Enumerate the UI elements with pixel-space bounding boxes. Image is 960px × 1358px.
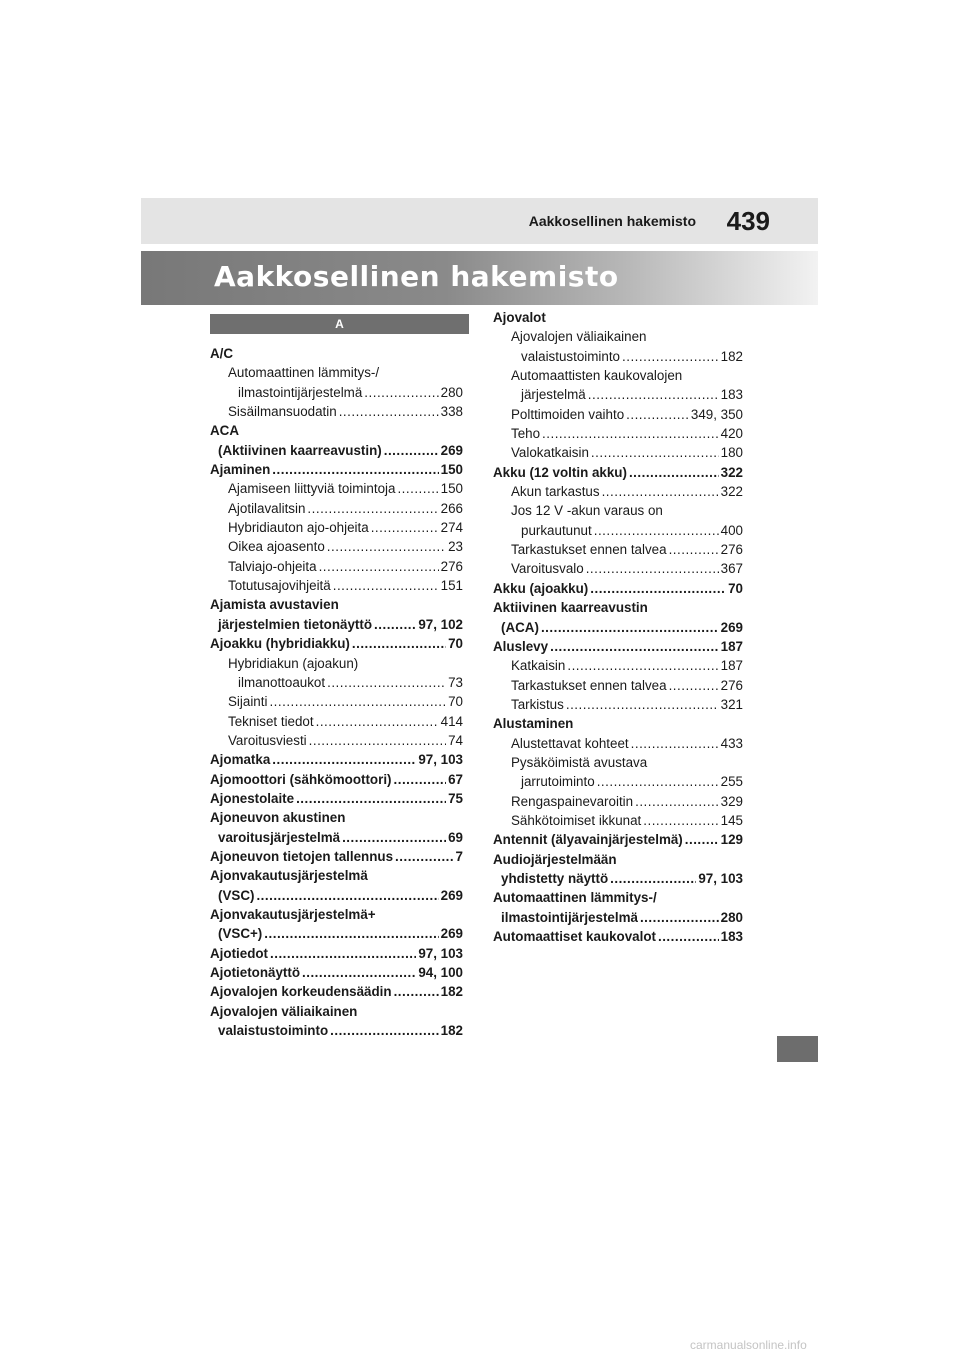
index-entry [493,463,743,482]
index-entry-label: valaistustoiminto [521,348,620,364]
index-entry-page: 269 [720,619,743,635]
leader-dots [542,424,719,443]
leader-dots [597,772,719,791]
index-entry [210,712,463,731]
index-entry-label: yhdistetty näyttö [501,870,609,886]
index-entry-page: 145 [720,812,743,828]
index-entry [210,982,463,1001]
index-entry [493,366,743,385]
index-entry-page: 414 [440,713,463,729]
index-entry [210,1021,463,1040]
index-entry-label: Talviajo-ohjeita [228,558,317,574]
leader-dots [342,828,446,847]
index-entry [210,886,463,905]
leader-dots [302,963,416,982]
index-entry-page: 97, 103 [418,945,463,961]
index-entry-label: (VSC) [218,887,255,903]
index-entry [493,559,743,578]
index-entry [493,908,743,927]
index-entry [210,402,463,421]
leader-dots [364,383,438,402]
index-entry-label: purkautunut [521,522,592,538]
index-entry-page: 276 [720,542,743,558]
index-entry [210,692,463,711]
leader-dots [333,576,439,595]
index-entry [493,792,743,811]
index-entry [493,308,743,327]
index-entry-label: Valokatkaisin [511,445,589,461]
index-entry-label: Hybridiauton ajo-ohjeita [228,520,369,536]
index-entry-page: 70 [448,694,463,710]
index-entry [493,579,743,598]
leader-dots [590,579,726,598]
index-entry [493,888,743,907]
leader-dots [269,692,446,711]
index-entry [493,734,743,753]
index-entry-page: 276 [440,558,463,574]
index-entry-label: Katkaisin [511,658,566,674]
leader-dots [307,499,438,518]
index-entry-page: 151 [440,578,463,594]
index-entry-label: Antennit (älyavainjärjestelmä) [493,832,683,848]
index-entry-label: ilmastointijärjestelmä [238,384,363,400]
index-entry-label: Akun tarkastus [511,484,600,500]
index-column-left [210,344,463,1040]
leader-dots [394,770,447,789]
index-entry-page: 349, 350 [690,406,743,422]
index-entry [493,830,743,849]
index-entry [210,750,463,769]
index-entry-label: Sijainti [228,694,268,710]
index-entry [493,772,743,791]
leader-dots [272,750,416,769]
index-entry [210,576,463,595]
index-entry-page: 182 [440,984,463,1000]
leader-dots [264,924,438,943]
index-entry-label: Ajamiseen liittyviä toimintoja [228,481,396,497]
index-entry-label: Ajovalojen väliaikainen [210,1003,358,1019]
index-entry-label: A/C [210,346,234,361]
index-entry-label: Tarkastukset ennen talvea [511,677,667,693]
index-entry [210,789,463,808]
leader-dots [626,405,689,424]
index-entry [493,927,743,946]
index-entry-label: Aluslevy [493,638,549,654]
index-entry-page: 269 [440,442,463,458]
index-entry-page: 183 [720,929,743,944]
index-entry [493,618,743,637]
index-entry [493,443,743,462]
leader-dots [541,618,719,637]
index-entry [210,731,463,750]
index-entry-page: 400 [720,522,743,538]
index-entry-page: 433 [720,735,743,751]
index-entry [493,850,743,869]
leader-dots [586,559,719,578]
index-entry-page: 322 [720,484,743,500]
index-entry [210,1002,463,1021]
leader-dots [622,347,719,366]
index-entry-label: Ajonvakautusjärjestelmä+ [210,906,376,922]
index-entry-label: Totutusajovihjeitä [228,578,331,594]
index-entry-label: Ajovalojen väliaikainen [511,329,647,345]
index-entry [210,615,463,634]
index-entry-page: 94, 100 [418,965,463,980]
leader-dots [550,637,719,656]
index-entry [493,501,743,520]
index-entry-label: Automaattiset kaukovalot [493,929,656,944]
index-entry [493,656,743,675]
index-entry-label: Tekniset tiedot [228,713,314,729]
index-entry-label: Tarkastukset ennen talvea [511,542,667,558]
index-entry-page: 150 [440,481,463,497]
index-entry [493,753,743,772]
leader-dots [296,789,446,808]
index-entry-page: 269 [440,926,463,942]
index-column-right [493,308,743,946]
index-entry [493,695,743,714]
index-entry-page: 129 [720,832,743,848]
page-number: 439 [726,206,770,236]
index-entry-label: ilmastointijärjestelmä [501,909,638,925]
index-entry-label: Ajoneuvon akustinen [210,810,346,826]
index-entry-label: Ajoneuvon tietojen tallennus [210,848,394,864]
index-entry-label: Ajotietonäyttö [210,965,301,980]
index-entry-page: 329 [720,793,743,809]
index-entry-label: Hybridiakun (ajoakun) [228,655,359,671]
index-entry-label: Varoitusviesti [228,732,307,748]
page-header [141,198,818,244]
index-entry [210,866,463,885]
index-entry [493,424,743,443]
index-entry-page: 280 [440,384,463,400]
index-entry-label: Aktiivinen kaarreavustin [493,600,648,616]
index-entry-label: (Aktiivinen kaarreavustin) [218,442,382,458]
index-entry-label: Automaattisten kaukovalojen [511,368,683,384]
index-entry [493,482,743,501]
leader-dots [374,615,416,634]
index-entry-page: 7 [455,848,463,864]
index-entry-label: Automaattinen lämmitys-/ [228,365,380,381]
index-entry-label: valaistustoiminto [218,1023,329,1039]
index-entry-label: varoitusjärjestelmä [218,829,341,845]
index-entry-page: 182 [720,348,743,364]
index-entry [210,499,463,518]
index-entry-label: Ajotilavalitsin [228,500,306,516]
index-entry-page: 69 [448,829,463,845]
index-entry-page: 75 [448,790,463,806]
index-entry-label: Rengaspainevaroitin [511,793,634,809]
index-entry [210,537,463,556]
leader-dots [327,537,446,556]
leader-dots [685,830,719,849]
index-entry-label: Akku (ajoakku) [493,580,589,596]
index-entry-page: 280 [720,909,743,925]
index-entry-page: 420 [720,426,743,442]
index-entry-label: ACA [210,423,240,439]
index-entry-page: 322 [720,464,743,480]
index-entry [493,811,743,830]
index-entry [210,924,463,943]
index-entry-label: Ajaminen [210,462,271,478]
index-entry-label: Polttimoiden vaihto [511,406,625,422]
leader-dots [566,695,719,714]
index-entry-page: 338 [440,404,463,420]
index-entry [210,808,463,827]
index-entry-page: 67 [448,771,463,787]
index-entry [210,518,463,537]
leader-dots [371,518,439,537]
index-entry-label: Alustettavat kohteet [511,735,629,751]
index-entry [493,598,743,617]
index-entry [493,714,743,733]
index-entry [210,654,463,673]
index-entry-page: 70 [448,636,463,652]
index-entry-page: 180 [720,445,743,461]
index-entry-page: 321 [720,696,743,712]
leader-dots [602,482,719,501]
leader-dots [591,443,719,462]
leader-dots [669,676,719,695]
index-entry [493,521,743,540]
leader-dots [635,792,719,811]
index-entry-label: Automaattinen lämmitys-/ [493,890,657,906]
watermark: carmanualsonline.info [690,1338,807,1352]
index-entry [493,869,743,888]
index-entry-page: 97, 103 [698,870,743,886]
index-entry-label: Audiojärjestelmään [493,851,617,867]
index-entry-page: 276 [720,677,743,693]
index-entry-label: Teho [511,426,541,442]
index-entry [210,595,463,614]
index-entry-page: 183 [720,387,743,403]
index-entry [493,637,743,656]
leader-dots [669,540,719,559]
index-entry-label: Alustaminen [493,716,574,732]
index-entry [210,828,463,847]
header-title: Aakkosellinen hakemisto [528,213,696,229]
chapter-thumb-tab [777,1036,818,1062]
index-entry-label: Akku (12 voltin akku) [493,464,627,480]
index-entry-label: jarrutoiminto [521,774,595,790]
index-entry-page: 367 [720,561,743,577]
index-entry-label: Ajomoottori (sähkömoottori) [210,771,392,787]
index-entry [210,383,463,402]
index-entry-label: Ajonestolaite [210,790,295,806]
index-entry-page: 74 [448,732,463,748]
index-entry-page: 274 [440,520,463,536]
index-entry-label: (VSC+) [218,926,263,942]
index-entry-label: Ajomatka [210,752,271,768]
index-entry [210,479,463,498]
index-entry [210,944,463,963]
index-entry-page: 182 [440,1023,463,1039]
index-entry [210,905,463,924]
leader-dots [319,557,439,576]
leader-dots [658,927,719,946]
leader-dots [610,869,696,888]
index-entry [493,347,743,366]
index-entry-label: järjestelmä [521,387,586,403]
page-title: Aakkosellinen hakemisto [214,260,619,293]
leader-dots [256,886,438,905]
index-entry-page: 73 [448,674,463,690]
leader-dots [270,944,416,963]
index-entry-label: Ajovalot [493,310,546,325]
index-entry-label: Ajoakku (hybridiakku) [210,636,350,652]
leader-dots [384,441,439,460]
index-entry [210,770,463,789]
leader-dots [316,712,439,731]
index-entry-page: 150 [440,462,463,478]
index-entry-page: 97, 102 [418,616,463,632]
index-entry [493,540,743,559]
index-entry [210,344,463,363]
leader-dots [643,811,718,830]
title-band [141,251,818,305]
index-entry-label: Ajovalojen korkeudensäädin [210,984,392,1000]
leader-dots [640,908,719,927]
leader-dots [631,734,719,753]
index-entry-label: Varoitusvalo [511,561,584,577]
index-entry-label: (ACA) [501,619,539,635]
index-entry [210,673,463,692]
index-entry-label: Tarkistus [511,696,564,712]
leader-dots [397,479,438,498]
index-entry [210,441,463,460]
index-entry-page: 187 [720,658,743,674]
leader-dots [339,402,439,421]
index-entry [210,363,463,382]
index-entry-page: 266 [440,500,463,516]
index-entry-page: 23 [448,539,463,555]
index-entry [210,421,463,440]
index-entry [210,847,463,866]
leader-dots [395,847,454,866]
index-entry [493,405,743,424]
index-entry [493,676,743,695]
index-entry-label: Ajotiedot [210,945,269,961]
leader-dots [327,673,446,692]
index-entry-page: 255 [720,774,743,790]
index-entry-label: Pysäköimistä avustava [511,754,648,770]
index-entry [210,460,463,479]
index-entry-label: Sisäilmansuodatin [228,404,337,420]
leader-dots [272,460,438,479]
index-entry-label: Ajamista avustavien [210,597,339,613]
leader-dots [394,982,439,1001]
leader-dots [330,1021,439,1040]
index-entry-page: 70 [728,580,743,596]
leader-dots [629,463,719,482]
leader-dots [352,634,446,653]
leader-dots [309,731,446,750]
index-entry-label: Sähkötoimiset ikkunat [511,812,642,828]
index-entry-label: ilmanottoaukot [238,674,326,690]
index-entry [210,634,463,653]
index-entry-label: järjestelmien tietonäyttö [218,616,373,632]
index-entry [493,327,743,346]
leader-dots [567,656,718,675]
index-entry [210,963,463,982]
section-letter-header: A [210,314,469,334]
index-entry-page: 187 [720,638,743,654]
index-entry-page: 97, 103 [418,752,463,768]
index-entry-label: Oikea ajoasento [228,539,325,555]
index-entry [210,557,463,576]
index-entry-label: Ajonvakautusjärjestelmä [210,868,368,884]
index-entry [493,385,743,404]
index-entry-label: Jos 12 V -akun varaus on [511,503,663,519]
leader-dots [594,521,719,540]
leader-dots [588,385,719,404]
index-entry-page: 269 [440,887,463,903]
